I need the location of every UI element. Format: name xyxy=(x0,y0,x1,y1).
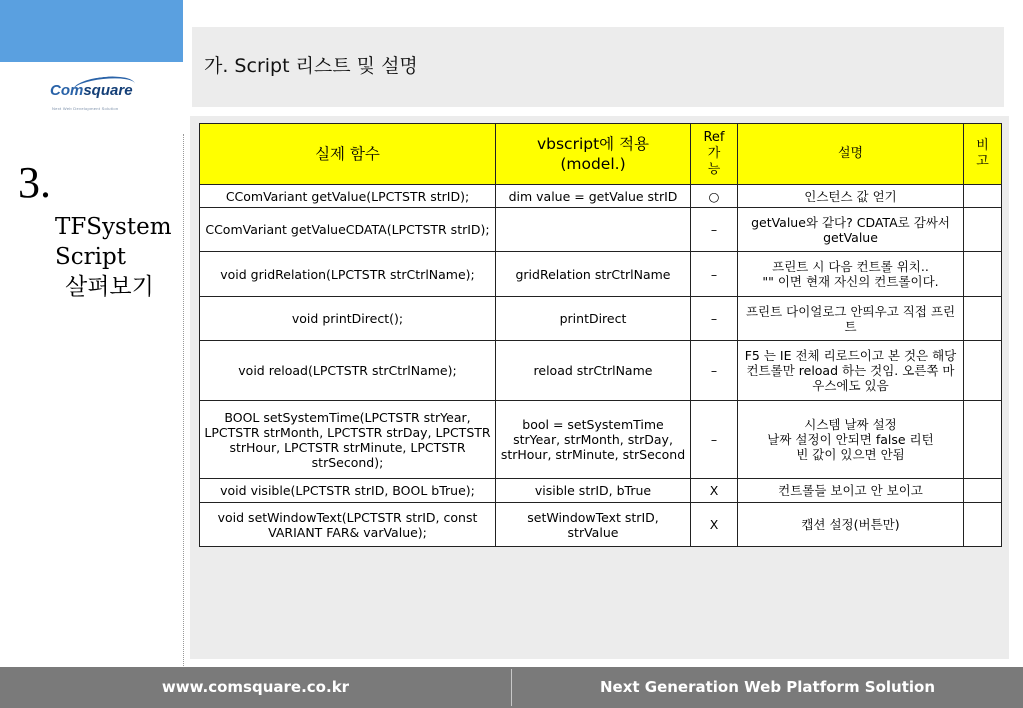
cell-note xyxy=(964,401,1002,479)
cell-function: CComVariant getValue(LPCTSTR strID); xyxy=(200,185,496,208)
cell-note xyxy=(964,252,1002,297)
cell-description: F5 는 IE 전체 리로드이고 본 것은 해당 컨트롤만 reload 하는 것임. 오른쪽 마우스에도 있음 xyxy=(738,341,964,401)
section-number: 3. xyxy=(18,158,51,207)
section-title-line1: TFSystem xyxy=(55,214,172,240)
page-title: 가. Script 리스트 및 설명 xyxy=(204,55,418,77)
header-vbscript: vbscript에 적용 (model.) xyxy=(496,124,691,185)
table-row xyxy=(200,252,1002,297)
cell-function: CComVariant getValueCDATA(LPCTSTR strID); xyxy=(200,208,496,252)
cell-vbscript: gridRelation strCtrlName xyxy=(496,252,691,297)
cell-description: 인스턴스 값 얻기 xyxy=(738,185,964,208)
cell-function: void gridRelation(LPCTSTR strCtrlName); xyxy=(200,252,496,297)
cell-description: 캡션 설정(버튼만) xyxy=(738,503,964,547)
cell-ref: – xyxy=(691,208,738,252)
cell-note xyxy=(964,185,1002,208)
title-bar xyxy=(192,27,1004,107)
cell-note xyxy=(964,297,1002,341)
cell-function: BOOL setSystemTime(LPCTSTR strYear, LPCTSTR strMonth, LPCTSTR strDay, LPCTSTR strHour, LPCTSTR strMinute, LPCTSTR strSecond); xyxy=(200,401,496,479)
cell-vbscript: setWindowText strID, strValue xyxy=(496,503,691,547)
table-row xyxy=(200,401,1002,479)
cell-note xyxy=(964,503,1002,547)
cell-function: void printDirect(); xyxy=(200,297,496,341)
cell-ref: – xyxy=(691,401,738,479)
table-row xyxy=(200,503,1002,547)
table-row xyxy=(200,341,1002,401)
footer-url[interactable]: www.comsquare.co.kr xyxy=(161,678,350,696)
logo-tagline: Next Web Development Solution xyxy=(52,106,119,111)
cell-description: 시스템 날짜 설정 날짜 설정이 안되면 false 리턴 빈 값이 있으면 안됨 xyxy=(738,401,964,479)
section-title-line3: 살펴보기 xyxy=(65,274,154,300)
cell-function: void reload(LPCTSTR strCtrlName); xyxy=(200,341,496,401)
footer-slogan: Next Generation Web Platform Solution xyxy=(599,678,936,696)
section-title-line2: Script xyxy=(55,244,126,270)
logo-wordmark xyxy=(50,82,133,99)
header-note: 비 고 xyxy=(964,124,1002,185)
cell-ref: – xyxy=(691,297,738,341)
cell-note xyxy=(964,208,1002,252)
cell-ref: ○ xyxy=(691,185,738,208)
logo-brand-left: Com xyxy=(50,82,84,99)
table-row xyxy=(200,297,1002,341)
table-row xyxy=(200,208,1002,252)
cell-ref: X xyxy=(691,503,738,547)
table-header-row xyxy=(200,124,1002,185)
cell-ref: – xyxy=(691,341,738,401)
cell-note xyxy=(964,341,1002,401)
cell-description: 프린트 시 다음 컨트롤 위치.. "" 이면 현재 자신의 컨트롤이다. xyxy=(738,252,964,297)
table-row xyxy=(200,479,1002,503)
function-table xyxy=(199,123,1002,547)
header-function: 실제 함수 xyxy=(200,124,496,185)
logo xyxy=(0,62,183,134)
table-row xyxy=(200,185,1002,208)
cell-description: 프린트 다이얼로그 안띄우고 직접 프린트 xyxy=(738,297,964,341)
cell-vbscript: dim value = getValue strID xyxy=(496,185,691,208)
logo-brand-right: square xyxy=(83,82,133,99)
cell-vbscript: printDirect xyxy=(496,297,691,341)
cell-description: getValue와 같다? CDATA로 감싸서 getValue xyxy=(738,208,964,252)
cell-vbscript: visible strID, bTrue xyxy=(496,479,691,503)
cell-ref: – xyxy=(691,252,738,297)
header-ref: Ref 가 능 xyxy=(691,124,738,185)
section-title xyxy=(55,212,190,302)
cell-vbscript: bool = setSystemTime strYear, strMonth, strDay, strHour, strMinute, strSecond xyxy=(496,401,691,479)
cell-function: void visible(LPCTSTR strID, BOOL bTrue); xyxy=(200,479,496,503)
cell-description: 컨트롤들 보이고 안 보이고 xyxy=(738,479,964,503)
cell-vbscript xyxy=(496,208,691,252)
cell-vbscript: reload strCtrlName xyxy=(496,341,691,401)
header-description: 설명 xyxy=(738,124,964,185)
cell-ref: X xyxy=(691,479,738,503)
cell-note xyxy=(964,479,1002,503)
footer xyxy=(0,667,1023,708)
cell-function: void setWindowText(LPCTSTR strID, const VARIANT FAR& varValue); xyxy=(200,503,496,547)
